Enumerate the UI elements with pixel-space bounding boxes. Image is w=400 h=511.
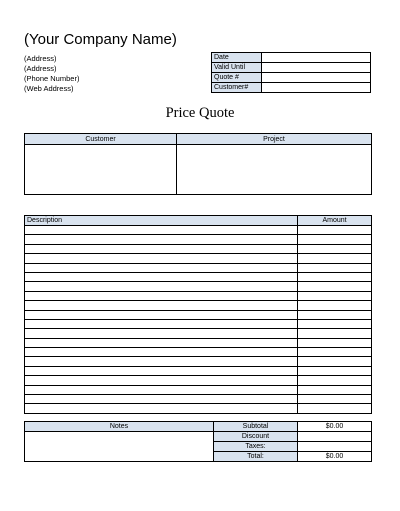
amount-cell[interactable]: [298, 338, 372, 347]
valid-until-field[interactable]: [262, 63, 371, 73]
address-line: (Address): [24, 54, 57, 63]
amount-cell[interactable]: [298, 385, 372, 394]
discount-value[interactable]: [298, 432, 372, 442]
description-cell[interactable]: [25, 310, 298, 319]
info-row-customer-number: [212, 83, 371, 93]
table-row: [25, 291, 372, 300]
taxes-label: Taxes:: [214, 442, 298, 452]
table-row: [25, 244, 372, 253]
info-row-valid-until: [212, 63, 371, 73]
table-row: [25, 366, 372, 375]
subtotal-value: $0.00: [298, 422, 372, 432]
address-line: (Address): [24, 64, 57, 73]
info-row-quote-number: [212, 73, 371, 83]
amount-cell[interactable]: [298, 357, 372, 366]
description-cell[interactable]: [25, 338, 298, 347]
customer-number-label: Customer#: [212, 83, 262, 93]
description-cell[interactable]: [25, 254, 298, 263]
description-cell[interactable]: [25, 329, 298, 338]
company-name: (Your Company Name): [24, 31, 177, 48]
quote-info-table: [211, 52, 371, 93]
description-cell[interactable]: [25, 272, 298, 281]
amount-cell[interactable]: [298, 404, 372, 413]
project-field[interactable]: [177, 145, 372, 195]
table-row: [25, 404, 372, 413]
customer-header: Customer: [25, 134, 177, 145]
line-items-table: [24, 215, 372, 414]
description-cell[interactable]: [25, 235, 298, 244]
table-row: [25, 301, 372, 310]
table-row: [25, 282, 372, 291]
table-row: [25, 338, 372, 347]
table-row: [25, 235, 372, 244]
amount-cell[interactable]: [298, 244, 372, 253]
project-header: Project: [177, 134, 372, 145]
customer-project-table: [24, 133, 372, 195]
description-cell[interactable]: [25, 404, 298, 413]
amount-cell[interactable]: [298, 282, 372, 291]
quote-number-field[interactable]: [262, 73, 371, 83]
description-cell[interactable]: [25, 376, 298, 385]
info-row-date: [212, 53, 371, 63]
table-row: [25, 310, 372, 319]
table-row: [25, 385, 372, 394]
date-label: Date: [212, 53, 262, 63]
subtotal-label: Subtotal: [214, 422, 298, 432]
table-row: [25, 263, 372, 272]
table-row: [25, 319, 372, 328]
amount-cell[interactable]: [298, 310, 372, 319]
description-cell[interactable]: [25, 282, 298, 291]
total-label: Total:: [214, 452, 298, 462]
description-cell[interactable]: [25, 385, 298, 394]
amount-cell[interactable]: [298, 263, 372, 272]
amount-cell[interactable]: [298, 366, 372, 375]
table-row: [25, 357, 372, 366]
description-header: Description: [25, 216, 298, 226]
taxes-value[interactable]: [298, 442, 372, 452]
table-row: [25, 254, 372, 263]
amount-cell[interactable]: [298, 235, 372, 244]
description-cell[interactable]: [25, 357, 298, 366]
amount-cell[interactable]: [298, 395, 372, 404]
notes-field[interactable]: [25, 432, 214, 462]
phone-number: (Phone Number): [24, 74, 80, 83]
date-field[interactable]: [262, 53, 371, 63]
description-cell[interactable]: [25, 301, 298, 310]
customer-number-field[interactable]: [262, 83, 371, 93]
amount-cell[interactable]: [298, 291, 372, 300]
quote-number-label: Quote #: [212, 73, 262, 83]
amount-cell[interactable]: [298, 329, 372, 338]
table-row: [25, 348, 372, 357]
customer-field[interactable]: [25, 145, 177, 195]
table-row: [25, 376, 372, 385]
description-cell[interactable]: [25, 226, 298, 235]
notes-header: Notes: [25, 422, 214, 432]
table-row: [25, 395, 372, 404]
summary-table: [24, 421, 372, 462]
valid-until-label: Valid Until: [212, 63, 262, 73]
line-items-body: [25, 226, 372, 414]
description-cell[interactable]: [25, 348, 298, 357]
description-cell[interactable]: [25, 291, 298, 300]
amount-cell[interactable]: [298, 226, 372, 235]
amount-header: Amount: [298, 216, 372, 226]
amount-cell[interactable]: [298, 376, 372, 385]
table-row: [25, 272, 372, 281]
description-cell[interactable]: [25, 244, 298, 253]
amount-cell[interactable]: [298, 254, 372, 263]
web-address: (Web Address): [24, 84, 74, 93]
document-title: Price Quote: [165, 105, 235, 121]
total-value: $0.00: [298, 452, 372, 462]
table-row: [25, 226, 372, 235]
description-cell[interactable]: [25, 319, 298, 328]
amount-cell[interactable]: [298, 301, 372, 310]
description-cell[interactable]: [25, 366, 298, 375]
description-cell[interactable]: [25, 395, 298, 404]
discount-label: Discount: [214, 432, 298, 442]
description-cell[interactable]: [25, 263, 298, 272]
amount-cell[interactable]: [298, 348, 372, 357]
table-row: [25, 329, 372, 338]
amount-cell[interactable]: [298, 319, 372, 328]
amount-cell[interactable]: [298, 272, 372, 281]
